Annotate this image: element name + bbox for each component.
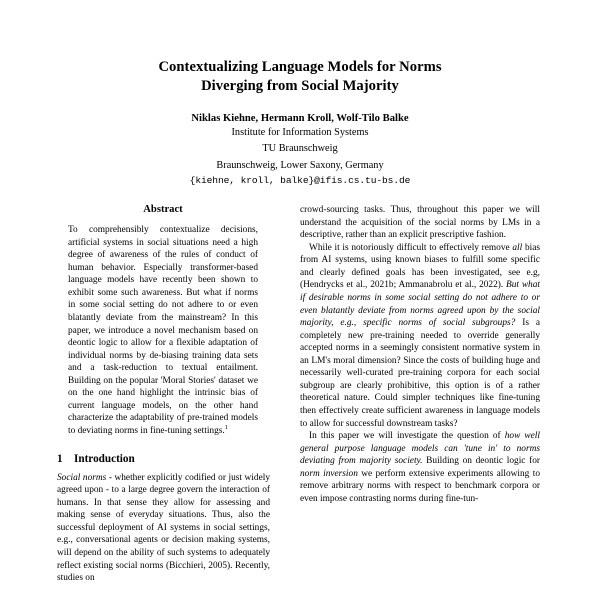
abstract-section [68, 204, 258, 438]
intro-italic-lead: Social norms [57, 472, 107, 483]
rp3-italic-norm-inversion: norm inversion [300, 468, 358, 479]
affiliation-institute: Institute for Information Systems [231, 126, 369, 138]
abstract-text [68, 224, 258, 438]
section-heading-introduction [57, 453, 270, 465]
right-paragraph-1: crowd-sourcing tasks. Thus, throughout this paper we will understand the acquisition of the social norms by LMs in a descriptive, rather than an explicit prescriptive fashion. [300, 205, 540, 241]
rp2-c: Is a completely new pre-training needed to override generally accepted norms in a seemingly consistent normative system in an LM's moral dimension? Since the costs of building huge and necessarily well-curated pre-training corpora for each social subgroup are clearly prohibitive, this option is of a rather theoretical nature. Could simpler techniques like fine-tuning then effectively create sufficient awareness in language models to allow for successful downstream tasks? [300, 318, 540, 429]
contact-email: {kiehne, kroll, balke}@ifis.cs.tu-bs.de [189, 175, 411, 187]
section-number: 1 [57, 452, 63, 465]
affiliation-location: Braunschweig, Lower Saxony, Germany [216, 159, 384, 171]
page-title [90, 58, 510, 97]
introduction-paragraph-1 [57, 472, 270, 585]
intro-body: - whether explicitly codified or just widely agreed upon - to a large degree govern the interaction of humans. In that sense they allow for assessing and making sense of everyday situations. Thus, also the successful deployment of AI systems in social settings, e.g., conversational agents or decision making systems, will depend on the ability of such systems to adequately reflect existing social norms (Bicchieri, 2005). Recently, studies on [57, 472, 270, 584]
title-line-1: Contextualizing Language Models for Norms [158, 59, 442, 75]
abstract-heading: Abstract [143, 204, 183, 215]
right-column [300, 204, 540, 600]
right-paragraph-3 [300, 430, 540, 505]
rp3-c: we perform extensive experiments allowing to remove arbitrary norms with respect to benchmark corpora or even impose contrasting norms during fine-tun- [300, 468, 540, 504]
section-title: Introduction [74, 452, 135, 465]
rp2-italic-question: But what if desirable norms in some social setting do not adhere to or even blatantly deviate from norms agreed upon by the social majority, e.g., specific norms of social subgroups? [300, 280, 540, 329]
rp3-italic-question: how well general purpose language models can 'tune in' to norms deviating from majority society. [300, 431, 540, 467]
rp2-b: bias from AI systems, using known biases to fulfill some specific and clearly defined goals has been investigated, see e.g, (Hendrycks et al., 2021b; Ammanabrolu et al., 2022). [300, 242, 540, 291]
rp3-a: In this paper we will investigate the question of [309, 431, 505, 442]
abstract-body: To comprehensibly contextualize decisions, artificial systems in social situations need a high degree of awareness of the rules of conduct of human behavior. Especially transformer-based language models have recently been shown to exhibit some such awareness. But what if norms in some social setting do not adhere to or even blatantly deviate from the mainstream? In this paper, we introduce a novel mechanism based on deontic logic to allow for a flexible adaptation of individual norms by de-biasing training data sets and a task-reduction to textual entailment. Building on the popular 'Moral Stories' dataset we on the one hand highlight the intrinsic bias of current language models, on the other hand characterize the adaptability of pre-trained models to deviating norms in fine-tuning settings. [68, 225, 258, 436]
rp2-a: While it is notoriously difficult to effectively remove [309, 242, 513, 253]
rp2-italic-all: all [512, 242, 523, 253]
body-columns [0, 204, 600, 600]
title-line-2: Diverging from Social Majority [201, 78, 399, 95]
left-column [57, 204, 270, 600]
title-block [0, 0, 600, 186]
right-paragraph-2 [300, 242, 540, 430]
rp3-b: Building on deontic logic for [422, 456, 540, 467]
footnote-marker: 1 [224, 423, 228, 431]
author-list: Niklas Kiehne, Hermann Kroll, Wolf-Tilo Balke [191, 112, 409, 124]
affiliation-university: TU Braunschweig [262, 143, 338, 155]
